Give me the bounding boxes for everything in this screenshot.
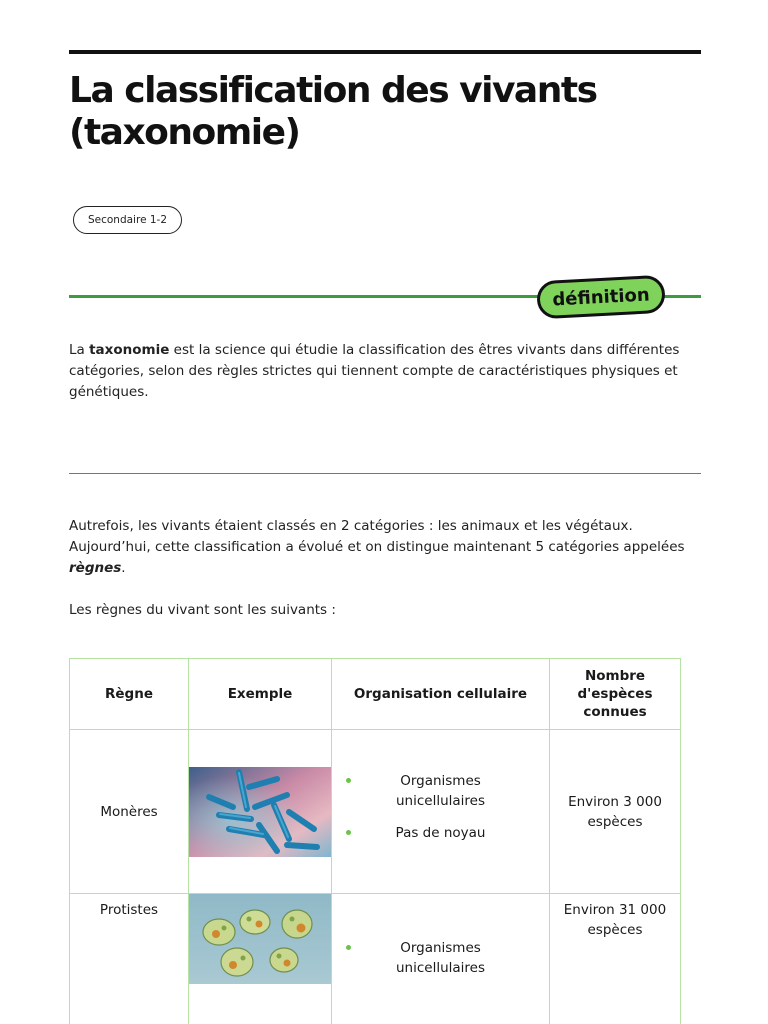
intro-paragraph (69, 516, 709, 579)
traits-list (332, 771, 549, 843)
list-intro-paragraph: Les règnes du vivant sont les suivants : (69, 602, 336, 618)
table-row (70, 894, 681, 1024)
top-rule (69, 50, 701, 54)
cell-organisation (332, 894, 550, 1024)
header-regne: Règne (70, 659, 189, 730)
definition-tag: définition (536, 275, 666, 320)
traits-list (332, 938, 549, 978)
intro-text-before: Autrefois, les vivants étaient classés en 2 catégories : les animaux et les végétaux. Aujourd’hui, cette classification a évolué et on distingue maintenant 5 catégories appelées (69, 518, 685, 555)
bacteria-image (189, 767, 331, 857)
cell-regne: Protistes (70, 894, 189, 1024)
protist-image (189, 894, 331, 984)
cell-organisation (332, 730, 550, 894)
cell-exemple (189, 730, 332, 894)
level-badge: Secondaire 1-2 (73, 206, 182, 234)
header-especes: Nombre d'espèces connues (550, 659, 681, 730)
list-item: Pas de noyau (332, 823, 549, 843)
definition-term: taxonomie (89, 342, 170, 358)
cell-regne: Monères (70, 730, 189, 894)
table-row (70, 730, 681, 894)
table-header-row (70, 659, 681, 730)
page-title: La classification des vivants (taxonomie) (69, 70, 597, 153)
definition-text-before: La (69, 342, 90, 358)
header-organisation: Organisation cellulaire (332, 659, 550, 730)
cell-especes: Environ 3 000 espèces (550, 730, 681, 894)
list-item: Organismes unicellulaires (332, 771, 549, 811)
intro-text-after: . (121, 560, 126, 576)
definition-text-after: est la science qui étudie la classification des êtres vivants dans différentes catégories, selon des règles strictes qui tiennent compte de caractéristiques physiques et génétiques. (69, 342, 680, 400)
section-divider (69, 473, 701, 474)
cell-especes: Environ 31 000 espèces (550, 894, 681, 1024)
regnes-table (69, 658, 681, 1024)
cell-exemple (189, 894, 332, 1024)
intro-term: règnes (69, 560, 122, 576)
list-item: Organismes unicellulaires (332, 938, 549, 978)
definition-paragraph (69, 340, 709, 403)
header-exemple: Exemple (189, 659, 332, 730)
